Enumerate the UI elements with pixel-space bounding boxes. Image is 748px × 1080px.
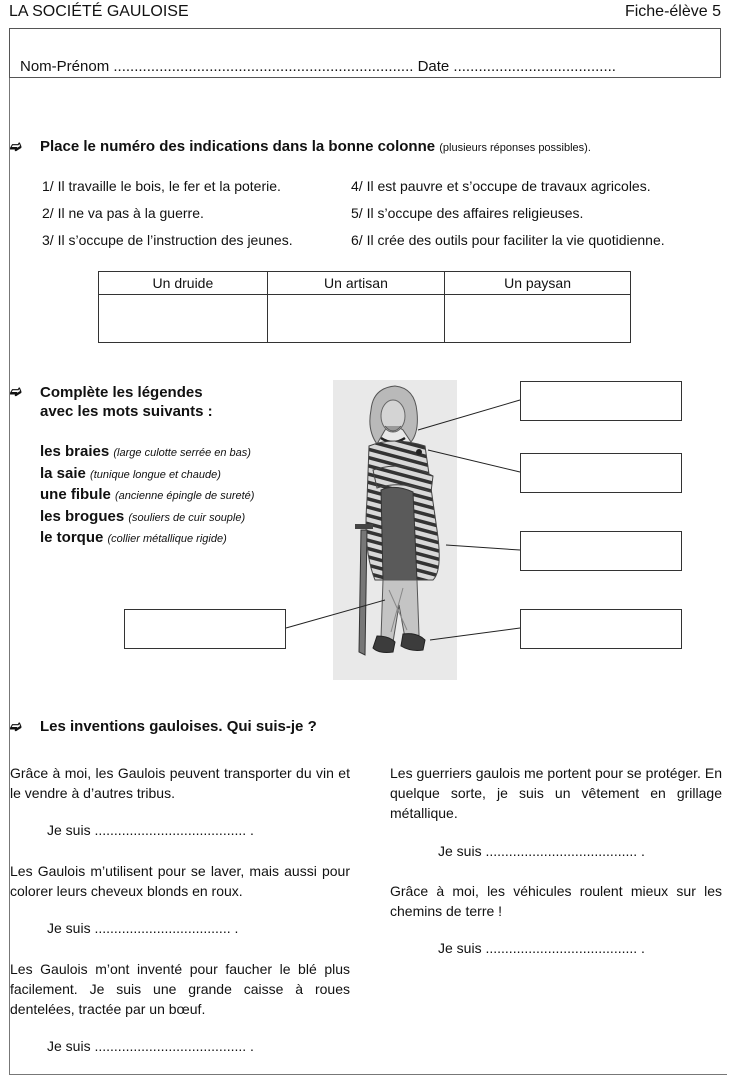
riddle-1-text: Grâce à moi, les Gaulois peuvent transporter du vin et le vendre à d’autres tribus. [10,765,350,801]
indication-4: 4/ Il est pauvre et s’occupe de travaux agricoles. [351,178,651,194]
indication-2: 2/ Il ne va pas à la guerre. [42,205,204,221]
legend-box-2[interactable] [520,453,682,493]
legend-box-5[interactable] [124,609,286,649]
section1-note: (plusieurs réponses possibles). [439,142,591,154]
indication-6: 6/ Il crée des outils pour faciliter la vie quotidienne. [351,232,665,248]
section1-title-text: Place le numéro des indications dans la bonne colonne [40,138,436,155]
riddle-5-answer[interactable]: Je suis ....................................... . [438,940,645,956]
riddle-2-text: Les Gaulois m’utilisent pour se laver, mais aussi pour colorer leurs cheveux blonds en roux. [10,863,350,899]
riddle-1-answer[interactable]: Je suis ....................................... . [47,822,254,838]
riddle-2-answer[interactable]: Je suis ................................... . [47,920,239,936]
word-item: le torque (collier métallique rigide) [40,529,227,546]
section3-title: Les inventions gauloises. Qui suis-je ? [40,718,317,735]
indication-1: 1/ Il travaille le bois, le fer et la poterie. [42,178,281,194]
word-item: une fibule (ancienne épingle de sureté) [40,486,255,503]
column-header-druide: Un druide [99,272,268,295]
riddle-3-text: Les Gaulois m’ont inventé pour faucher le blé plus facilement. Je suis une grande caisse à roues dentelées, tractée par un bœuf. [10,961,350,1017]
riddle-5-text: Grâce à moi, les véhicules roulent mieux sur les chemins de terre ! [390,883,722,919]
riddle-3-answer[interactable]: Je suis ....................................... . [47,1038,254,1054]
word-item: les brogues (souliers de cuir souple) [40,507,246,525]
sheet-number: Fiche-élève 5 [624,3,721,20]
word-item: la saie (tunique longue et chaude) [40,464,221,482]
pointing-hand-icon: ➫ [10,718,22,734]
section2-title-line2: avec les mots suivants : [40,403,213,420]
indication-3: 3/ Il s’occupe de l’instruction des jeunes. [42,232,293,248]
riddle-4-answer[interactable]: Je suis ....................................... . [438,843,645,859]
legend-box-3[interactable] [520,531,682,571]
indication-5: 5/ Il s’occupe des affaires religieuses. [351,205,584,221]
column-header-artisan: Un artisan [267,272,444,295]
column-header-paysan: Un paysan [445,272,631,295]
section2-title-line1: Complète les légendes [40,384,203,401]
page-title: LA SOCIÉTÉ GAULOISE [9,3,189,20]
pointing-hand-icon: ➫ [10,138,22,154]
riddle-4-text: Les guerriers gaulois me portent pour se protéger. En quelque sorte, je suis un vêtement en grillage métallique. [390,765,722,821]
name-date-line[interactable]: Nom-Prénom ........................................................................ Date ....................................... [20,58,616,75]
legend-box-4[interactable] [520,609,682,649]
pointing-hand-icon: ➫ [10,383,22,399]
word-item: les braies (large culotte serrée en bas) [40,443,251,460]
legend-box-1[interactable] [520,381,682,421]
